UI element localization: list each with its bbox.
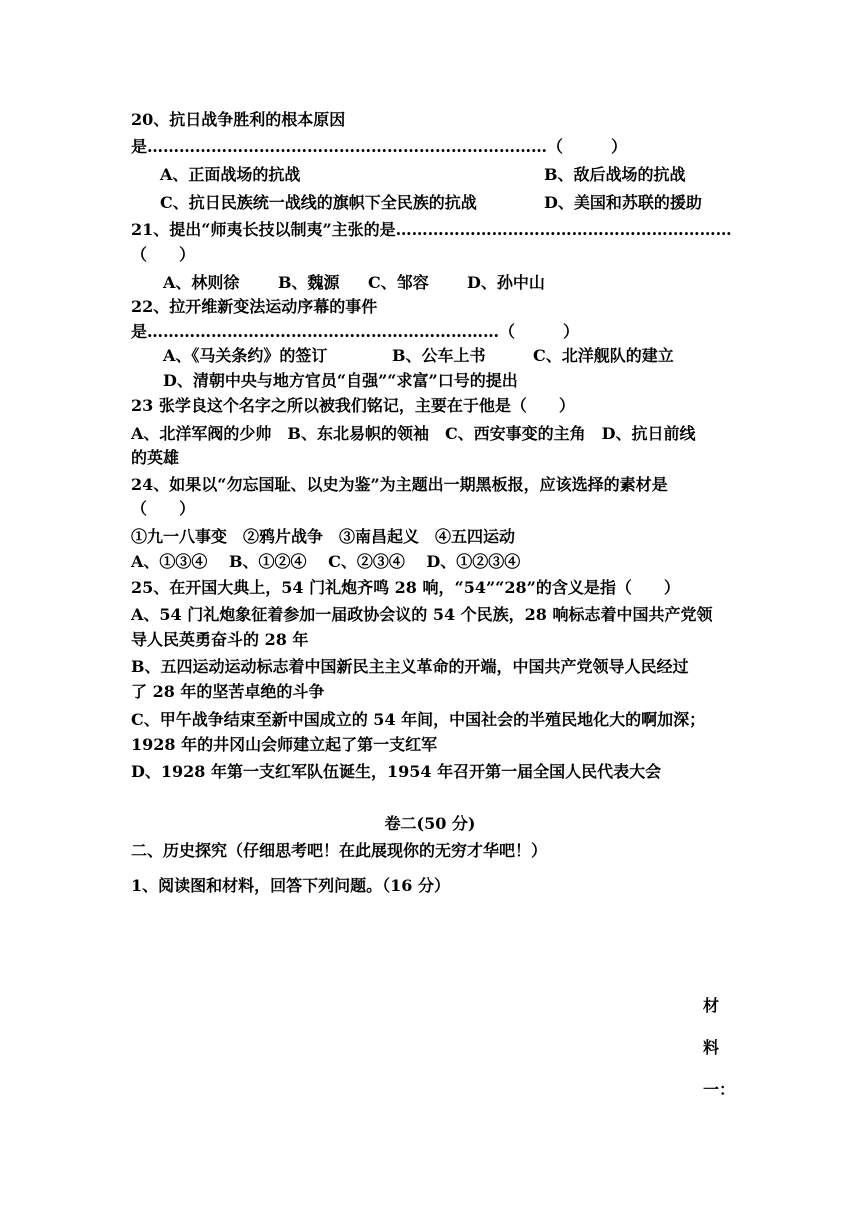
- q25-option-b-line1: B、五四运动运动标志着中国新民主主义革命的开端，中国共产党领导人民经过: [131, 657, 689, 676]
- q21-option-d: D、孙中山: [467, 273, 545, 292]
- q21-option-c: C、邹容: [368, 273, 429, 292]
- q21-stem-cont: （ ）: [131, 245, 196, 264]
- q25-option-a-line2: 导人民英勇奋斗的 28 年: [131, 630, 309, 649]
- q25-option-c-line2: 1928 年的井冈山会师建立起了第一支红军: [131, 735, 438, 754]
- q22-option-a: A、《马关条约》的签订: [163, 346, 328, 365]
- q25-option-b-line2: 了 28 年的坚苦卓绝的斗争: [131, 682, 325, 701]
- side-label-char-3: 一：: [703, 1080, 736, 1099]
- q22-stem: 22、拉开维新变法运动序幕的事件: [131, 297, 378, 316]
- q21-stem: 21、提出“师夷长技以制夷”主张的是………………………………………………………: [131, 220, 732, 239]
- q21-option-b: B、魏源: [278, 273, 340, 292]
- q24-stem-cont: （ ）: [131, 499, 196, 518]
- q22-stem-cont: 是…………………………………………………………（ ）: [131, 322, 580, 341]
- q23-stem: 23 张学良这个名字之所以被我们铭记，主要在于他是（ ）: [131, 396, 575, 415]
- q25-option-d-line1: D、1928 年第一支红军队伍诞生，1954 年召开第一届全国人民代表大会: [131, 762, 662, 781]
- q21-option-a: A、林则徐: [163, 273, 240, 292]
- q24-items: ①九一八事变 ②鸦片战争 ③南昌起义 ④五四运动: [131, 527, 516, 546]
- q22-option-c: C、北洋舰队的建立: [533, 346, 674, 365]
- q24-stem: 24、如果以“勿忘国耻、以史为鉴”为主题出一期黑板报，应该选择的素材是: [131, 475, 668, 494]
- q20-option-c: C、抗日民族统一战线的旗帜下全民族的抗战: [160, 193, 477, 212]
- q20-option-d: D、美国和苏联的援助: [544, 193, 702, 212]
- side-label-char-2: 料: [703, 1038, 720, 1057]
- section-heading: 二、历史探究（仔细思考吧！在此展现你的无穷才华吧！）: [131, 841, 548, 860]
- side-label-char-1: 材: [703, 996, 720, 1015]
- q22-option-b: B、公车上书: [392, 346, 486, 365]
- q20-option-a: A、正面战场的抗战: [160, 165, 301, 184]
- q25-stem: 25、在开国大典上，54 门礼炮齐鸣 28 响，“54”“28”的含义是指（ ）: [131, 578, 680, 597]
- section-title: 卷二(50 分): [384, 814, 476, 833]
- q25-option-c-line1: C、甲午战争结束至新中国成立的 54 年间，中国社会的半殖民地化大的啊加深；: [131, 710, 706, 729]
- q22-option-d: D、清朝中央与地方官员“自强”“求富”口号的提出: [163, 371, 518, 390]
- q20-option-b: B、敌后战场的抗战: [544, 165, 686, 184]
- q23-options-cont: 的英雄: [131, 448, 180, 467]
- q20-stem: 20、抗日战争胜利的根本原因: [131, 110, 346, 129]
- q24-options: A、①③④ B、①②④ C、②③④ D、①②③④: [131, 552, 521, 571]
- q20-stem-cont: 是…………………………………………………………………（ ）: [131, 137, 628, 156]
- q25-option-a-line1: A、54 门礼炮象征着参加一届政协会议的 54 个民族，28 响标志着中国共产党领: [131, 605, 713, 624]
- section-question-1: 1、阅读图和材料，回答下列问题。（16 分）: [131, 876, 450, 895]
- q23-options: A、北洋军阀的少帅 B、东北易帜的领袖 C、西安事变的主角 D、抗日前线: [131, 424, 696, 443]
